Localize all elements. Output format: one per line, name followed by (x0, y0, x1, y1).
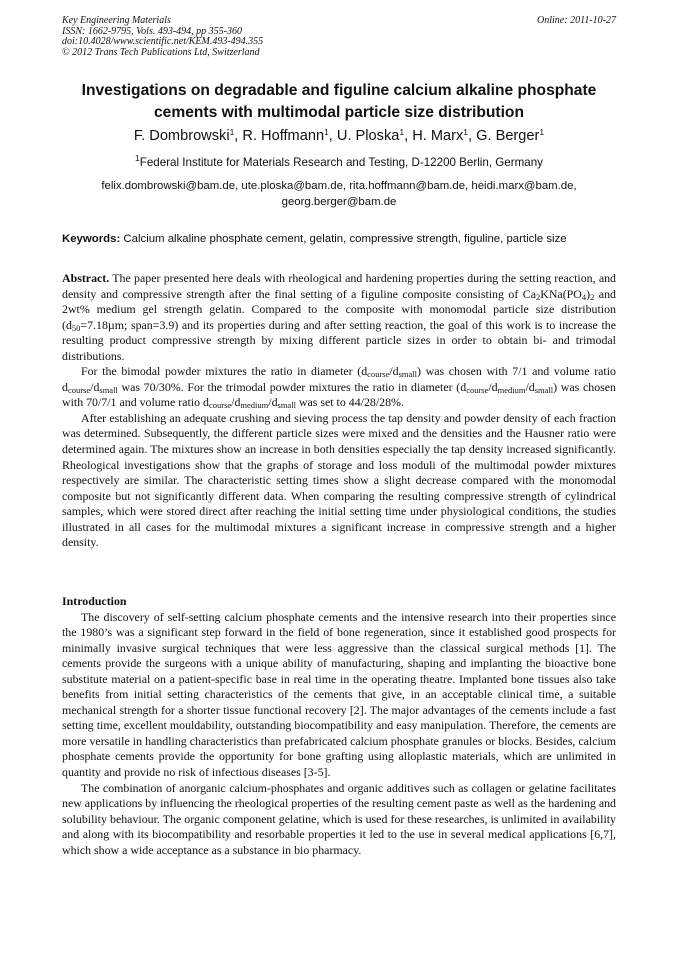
author: U. Ploska$^1$, (336, 127, 413, 144)
abstract-paragraph: Abstract. The paper presented here deals with rheological and hardening properties during the setting reaction, and density and compressive strength after the final setting of a figuline composite consisting of $Ca_2KNa(PO_4)_2$ and 2wt% medium gel strength gelatin. Compared to the composite with monomodal particle size distribution ($d_{50}=7.18\mu m$; span=3.9) and its properties during and after setting reaction, the goal of this work is to increase the resulting product compressive strength by mixing different particle sizes in order to obtain bi- and trimodal distributions. (62, 271, 616, 363)
paper-title: Investigations on degradable and figuline calcium alkaline phosphate cements with multimodal particle size distribution (81, 82, 597, 121)
journal-name: Key Engineering Materials (62, 15, 171, 26)
affiliation: $^1$Federal Institute for Materials Research and Testing, D-12200 Berlin, Germany (135, 153, 543, 169)
section-heading: Introduction (62, 594, 127, 608)
author: R. Hoffmann$^1$, (242, 127, 337, 144)
abstract-label: Abstract. (62, 271, 110, 285)
journal-doi: doi:10.4028/www.scientific.net/KEM.493-494.355 (62, 36, 264, 47)
abstract-section (62, 271, 616, 551)
body-paragraph: The discovery of self-setting calcium phosphate cements and the intensive research into their properties since the 1980’s was a significant step forward in the field of bone regeneration, since it established good prospects for minimally invasive surgical techniques that were less aggressive than the classical surgical methods [1]. The cements provide the surgeons with a unique ability of manufacturing, shaping and implanting the bioactive bone substitute material on a patient-specific base in real time in the operating theatre. Implanted bone tissues also take benefits from initial setting characteristics of the cements that give, in an acceptable clinical time, a suitable mechanical strength for a shorter tissue functional recovery [2]. The major advantages of the cements include a fast setting time, excellent mouldability, outstanding biocompatibility and easy manipulation. Therefore, the cements are more versatile in handling characteristics than prefabricated calcium phosphate granules or blocks. Besides, calcium phosphate cements provide the opportunity for bone grafting using alloplastic materials, which are unlimited in quantity and provide no risk of infectious diseases [3-5]. (62, 609, 616, 780)
author: G. Berger$^1$ (476, 127, 545, 144)
journal-header (62, 16, 616, 58)
author-list (62, 127, 616, 145)
body-paragraph: The combination of anorganic calcium-phosphates and organic additives such as collagen or gelatine facilitates new applications by influencing the rheological properties of the resulting cement paste as well as the hardening and solubility behaviour. The organic component gelatine, which is used for these researches, is unlimited in availability and along with its biocompatibility and resorbable properties it led to the use in several medical applications [6,7], which show a wide acceptance as a substance in bio pharmacy. (62, 780, 616, 857)
keywords (62, 232, 616, 247)
journal-issn: ISSN: 1662-9795, Vols. 493-494, pp 355-360 (62, 25, 242, 37)
author: F. Dombrowski$^1$, (133, 127, 243, 144)
introduction-section (62, 594, 616, 858)
keywords-text: Calcium alkaline phosphate cement, gelatin, compressive strength, figuline, particle size (123, 233, 567, 245)
abstract-paragraph: For the bimodal powder mixtures the ratio in diameter $(d_{course}/d_{small})$ was chosen with 7/1 and volume ratio $d_{course}/d_{small}$ was 70/30%. For the trimodal powder mixtures the ratio in diameter $(d_{course}/d_{medium}/d_{small})$ was chosen with 70/7/1 and volume ratio $d_{course}/d_{medium}/d_{small}$ was set to 44/28/28%. (62, 364, 617, 411)
journal-copyright: © 2012 Trans Tech Publications Ltd, Switzerland (62, 46, 260, 58)
author-emails: felix.dombrowski@bam.de, ute.ploska@bam.de, rita.hoffmann@bam.de, heidi.marx@bam.de, georg.berger@bam.de (101, 180, 577, 208)
author: H. Marx$^1$, (412, 127, 477, 144)
abstract-paragraph: After establishing an adequate crushing and sieving process the tap density and powder density of each fraction was determined. Subsequently, the different particle sizes were mixed and the densities and the Hausner ratio were determined again. The mixtures show an increase in both densities especially the tap density increased significantly. Rheological investigations show that the graphs of storage and loss moduli of the multimodal powder mixtures respectively are similar. The characteristic setting times show a slight decrease compared with the monomodal composite but not significantly different data. When comparing the resulting compressive strength of cylindrical samples, which were stored direct after reaching the initial setting time under physiological conditions, the studies illustrated in all cases for the multimodal mixtures a significant increase in compressive strength and a higher density. (62, 410, 616, 550)
keywords-label: Keywords: (62, 233, 121, 245)
online-date: Online: 2011-10-27 (537, 15, 616, 26)
